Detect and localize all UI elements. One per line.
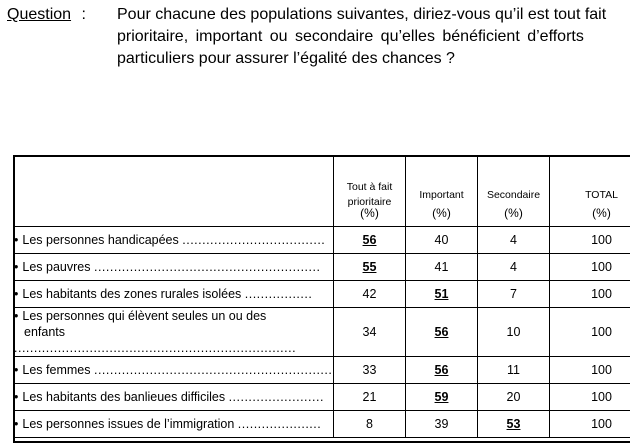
row-label-cell [14,357,334,384]
row-label: Les pauvres [22,260,91,274]
question-line-1: Pour chacune des populations suivantes, diriez-vous qu’il est tout fait [117,6,607,23]
header-unit: (%) [504,206,523,220]
cell-secondaire: 53 [478,411,550,438]
cell-tout-a-fait-prioritaire: 8 [334,411,406,438]
row-label-cell [14,384,334,411]
cell-total: 100 [550,357,630,384]
cell-secondaire: 11 [478,357,550,384]
cell-important: 40 [406,227,478,254]
cell-secondaire: 20 [478,384,550,411]
header-name-line: Tout à fait [346,181,393,193]
leader-dots: ........................ [228,390,324,404]
header-empty-cell [14,156,334,227]
bullet-icon: • [14,233,19,247]
table-row [14,384,630,411]
bullet-icon: • [14,309,19,323]
question-colon: : [81,6,86,23]
cell-total: 100 [550,384,630,411]
bullet-icon: • [14,390,19,404]
table-row [14,254,630,281]
row-label: Les personnes issues de l’immigration [22,417,235,431]
header-tout-a-fait-prioritaire [334,156,406,227]
cell-tout-a-fait-prioritaire: 42 [334,281,406,308]
cell-secondaire: 4 [478,227,550,254]
question-line-2: prioritaire, important ou secondaire qu’elles bénéficient d’efforts [117,28,584,45]
leader-dots: ....................................................................... [14,341,297,355]
header-name-line: Important [419,188,464,201]
question-label-text: Question [7,6,72,23]
header-total [550,156,630,227]
row-label: enfants [24,325,66,339]
header-name-line: Secondaire [486,188,541,201]
table-row [14,411,630,438]
bullet-icon: • [14,260,19,274]
question-text [117,4,630,70]
header-name-line: TOTAL [585,188,618,201]
leader-dots: ......................................................... [93,260,321,274]
results-table [13,155,630,438]
table-row [14,281,630,308]
cell-important: 56 [406,308,478,357]
cell-important: 39 [406,411,478,438]
cell-secondaire: 7 [478,281,550,308]
row-label: Les personnes qui élèvent seules un ou des [22,309,267,323]
row-label: Les habitants des banlieues difficiles [22,390,226,404]
bullet-icon: • [14,363,19,377]
bullet-icon: • [14,287,19,301]
cell-tout-a-fait-prioritaire: 21 [334,384,406,411]
question-label [7,4,86,26]
cell-important: 56 [406,357,478,384]
cell-important: 41 [406,254,478,281]
cell-tout-a-fait-prioritaire: 33 [334,357,406,384]
cell-secondaire: 4 [478,254,550,281]
row-label: Les femmes [22,363,91,377]
table-row [14,308,630,357]
header-unit: (%) [432,206,451,220]
table-body [14,227,630,438]
header-name-line: prioritaire [347,196,392,208]
header-unit: (%) [360,206,379,220]
leader-dots: ..................... [237,417,322,431]
question-line-3: particuliers pour assurer l’égalité des chances ? [117,50,455,67]
cell-total: 100 [550,254,630,281]
leader-dots: .................................... [182,233,326,247]
cell-total: 100 [550,281,630,308]
header-important [406,156,478,227]
table-row [14,357,630,384]
cell-important: 51 [406,281,478,308]
row-label-cell [14,308,334,357]
cell-secondaire: 10 [478,308,550,357]
row-label-cell [14,227,334,254]
header-secondaire [478,156,550,227]
row-label-cell [14,254,334,281]
cell-total: 100 [550,411,630,438]
table-row [14,227,630,254]
cell-total: 100 [550,308,630,357]
bullet-icon: • [14,417,19,431]
row-label: Les habitants des zones rurales isolées [22,287,242,301]
cell-important: 59 [406,384,478,411]
cell-tout-a-fait-prioritaire: 55 [334,254,406,281]
cell-tout-a-fait-prioritaire: 34 [334,308,406,357]
leader-dots: ................. [244,287,313,301]
leader-dots: ............................................................ [93,363,333,377]
row-label-cell [14,411,334,438]
row-label-cell [14,281,334,308]
table-header-row [14,156,630,227]
cell-total: 100 [550,227,630,254]
header-unit: (%) [592,206,611,220]
row-label: Les personnes handicapées [22,233,179,247]
cell-tout-a-fait-prioritaire: 56 [334,227,406,254]
